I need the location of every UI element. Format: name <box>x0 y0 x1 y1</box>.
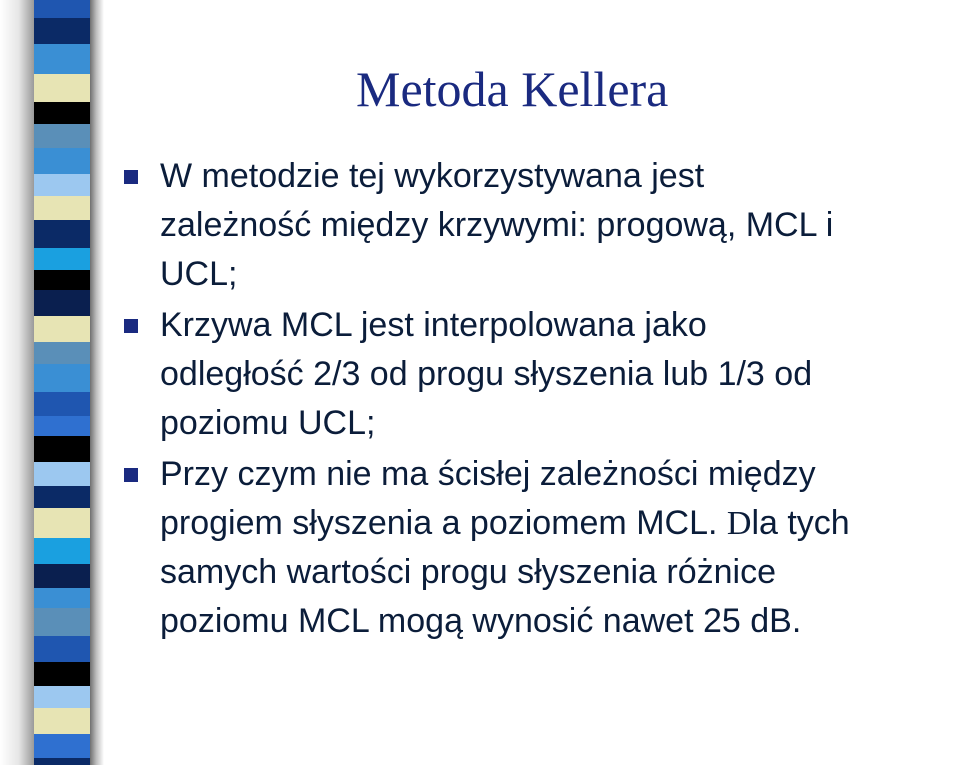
stripe-block <box>34 608 90 636</box>
stripe-block <box>34 486 90 508</box>
stripe-block <box>34 148 90 174</box>
stripe-block <box>34 174 90 196</box>
bullet-line: Krzywa MCL jest interpolowana jako <box>160 306 707 344</box>
decorative-stripe-column <box>34 0 90 765</box>
bullet-line: samych wartości progu słyszenia różnice <box>160 553 777 591</box>
bullet-line: W metodzie tej wykorzystywana jest <box>160 157 705 195</box>
square-bullet-icon <box>124 468 138 482</box>
stripe-block <box>34 364 90 392</box>
stripe-block <box>34 734 90 758</box>
bullet-item <box>120 152 956 299</box>
bullet-line-text: progiem słyszenia a poziomem MCL. <box>160 504 727 542</box>
stripe-block <box>34 636 90 662</box>
bullet-line-mixed <box>160 499 956 548</box>
bullet-line: poziomu MCL mogą wynosić nawet 25 dB. <box>160 602 802 640</box>
stripe-block <box>34 708 90 734</box>
stripe-block <box>34 462 90 486</box>
bullet-line-tail: la tych <box>751 504 850 542</box>
square-bullet-icon <box>124 319 138 333</box>
stripe-block <box>34 342 90 364</box>
stripe-block <box>34 124 90 148</box>
stripe-block <box>34 44 90 74</box>
stripe-block <box>34 564 90 588</box>
left-shadow <box>0 0 34 765</box>
slide-title: Metoda Kellera <box>356 61 669 117</box>
square-bullet-icon <box>124 170 138 184</box>
stripe-block <box>34 392 90 416</box>
stripe-block <box>34 220 90 248</box>
stripe-block <box>34 436 90 462</box>
bullet-line: Przy czym nie ma ścisłej zależności między <box>160 455 816 493</box>
stripe-block <box>34 758 90 765</box>
bullet-item <box>120 301 956 448</box>
bullet-line: poziomu UCL; <box>160 404 376 442</box>
bullet-line: zależność między krzywymi: progową, MCL i <box>160 206 834 244</box>
stripe-block <box>34 588 90 608</box>
stripe-shadow <box>90 0 104 765</box>
stripe-block <box>34 662 90 686</box>
stripe-block <box>34 416 90 436</box>
stripe-block <box>34 686 90 708</box>
stripe-block <box>34 196 90 220</box>
bullet-list <box>120 152 956 648</box>
bullet-item <box>120 450 956 646</box>
stripe-block <box>34 508 90 538</box>
stripe-block <box>34 270 90 290</box>
stripe-block <box>34 316 90 342</box>
stripe-block <box>34 18 90 44</box>
stripe-block <box>34 102 90 124</box>
bullet-line: UCL; <box>160 255 238 293</box>
stripe-block <box>34 74 90 102</box>
stripe-block <box>34 290 90 316</box>
bullet-line-serif-letter: D <box>726 505 752 542</box>
stripe-block <box>34 538 90 564</box>
stripe-block <box>34 0 90 18</box>
bullet-line: odległość 2/3 od progu słyszenia lub 1/3 od <box>160 355 813 393</box>
stripe-block <box>34 248 90 270</box>
